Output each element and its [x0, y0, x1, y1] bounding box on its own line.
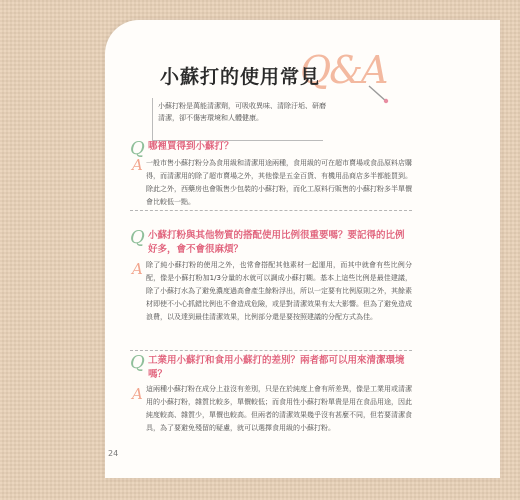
question-3: 工業用小蘇打和食用小蘇打的差別？兩者都可以用來清潔環境嗎？ — [148, 355, 405, 380]
q-marker: Q — [130, 227, 145, 248]
question-1: 哪裡買得到小蘇打？ — [148, 141, 234, 152]
intro-text: 小蘇打粉是萬能清潔劑，可吸收異味、清除汙垢、研磨清潔，卻不傷害環境和人體健康。 — [158, 102, 326, 122]
q-marker: Q — [130, 352, 145, 373]
divider-1 — [130, 210, 412, 211]
answer-2: 除了純小蘇打粉的使用之外，也常會搭配其他素材一起運用，而其中就會有些比例分配，像是小蘇打粉加1/3分量的水就可以調成小蘇打糊。基本上這些比例是最佳建議，除了小蘇打水為了避免濃度過高會產生餘粉浮出，所以一定要有比例原則之外，其餘素材即使不小心抓錯比例也不會造成危險，或是對清潔效果有太大影響。但為了避免造成浪費，以及達到最佳清潔效果，比例部分還是要按照建議的分配方式為佳。 — [146, 261, 412, 321]
q-marker: Q — [130, 138, 145, 159]
answer-3: 這兩種小蘇打粉在成分上並沒有差別，只是在於純度上會有所差異，像是工業用或清潔用的小蘇打粉，雜質比較多，單價較低；而食用性小蘇打粉單貴是用在食品用途，因此純度較高、雜質少，單價也較高。但兩者的清潔效果幾乎沒有甚麼不同，但若要清潔食具，為了要避免殘留的疑慮，就可以選擇食用級的小蘇打粉。 — [146, 385, 412, 432]
a-marker: A — [132, 260, 143, 278]
title-area — [160, 48, 460, 96]
divider-2 — [130, 350, 412, 351]
pin-icon — [365, 82, 391, 108]
page-number: 24 — [108, 449, 119, 458]
a-marker: A — [132, 156, 143, 174]
qa-decoration: Q&A — [300, 48, 387, 92]
answer-1: 一般市售小蘇打粉分為食用級和清潔用途兩種，食用級的可在超市賣場或食品原料店購得，而清潔用的除了超市賣場之外，其他像是五金百貨、有機用品商店多半都能買到。除此之外，西藥房也會販售少包裝的小蘇打粉，而化工原料行販售的小蘇打粉多半單價會比較低一點。 — [146, 159, 412, 206]
a-marker: A — [132, 385, 143, 403]
question-2: 小蘇打粉與其他物質的搭配使用比例很重要嗎？要記得的比例好多，會不會很麻煩？ — [148, 230, 405, 255]
page-title: 小蘇打的使用常見 — [160, 66, 321, 88]
